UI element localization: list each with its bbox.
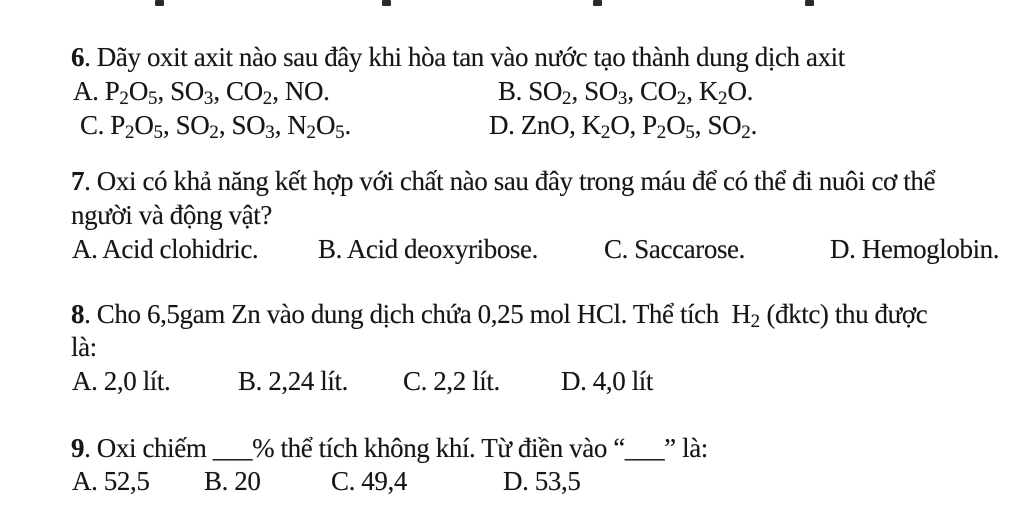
question-7-text xyxy=(71,164,935,198)
question-8-option-d: D. 4,0 lít xyxy=(561,366,654,396)
question-9-option-b: B. 20 xyxy=(204,466,261,496)
question-8-option-a: A. 2,0 lít. xyxy=(72,366,171,396)
cropped-text-artifact xyxy=(805,0,814,6)
question-7-option-b: B. Acid deoxyribose. xyxy=(318,234,538,264)
cropped-text-artifact xyxy=(155,0,164,6)
question-7-option-a: A. Acid clohidric. xyxy=(72,234,259,264)
question-9-option-c: C. 49,4 xyxy=(331,466,407,496)
question-7-stem-line-1: . Oxi có khả năng kết hợp với chất nào sau đây trong máu để có thể đi nuôi cơ thể xyxy=(84,166,936,196)
question-7-number: 7 xyxy=(71,166,85,196)
question-7-text-line-2: người và động vật? xyxy=(71,200,272,230)
question-9-text xyxy=(71,431,708,465)
question-6-option-c: C. $P_2O_5$, $SO_2$, $SO_3$, $N_2O_5$. xyxy=(80,110,351,144)
question-8-text-line-2: là: xyxy=(71,332,97,362)
question-7-option-d: D. Hemoglobin. xyxy=(830,234,1000,264)
question-6-option-a: A. $P_2O_5$, $SO_3$, $CO_2$, NO. xyxy=(73,76,330,110)
question-6-option-b: B. $SO_2$, $SO_3$, $CO_2$, $K_2O$. xyxy=(498,76,753,110)
question-9-stem: . Oxi chiếm ___% thể tích không khí. Từ điền vào “___” là: xyxy=(84,433,708,463)
question-8-option-b: B. 2,24 lít. xyxy=(238,366,348,396)
question-8-number: 8 xyxy=(71,299,85,329)
question-9-number: 9 xyxy=(71,433,85,463)
question-9-option-d: D. 53,5 xyxy=(503,466,581,496)
question-6-text xyxy=(71,40,845,74)
question-7-option-c: C. Saccarose. xyxy=(604,234,745,264)
question-8-text xyxy=(71,297,927,331)
question-6-number: 6 xyxy=(71,42,85,72)
question-6-stem: . Dãy oxit axit nào sau đây khi hòa tan vào nước tạo thành dung dịch axit xyxy=(84,42,845,72)
cropped-text-artifact xyxy=(593,0,602,6)
question-9-option-a: A. 52,5 xyxy=(72,466,150,496)
question-6-option-d: D. ZnO, $K_2O$, $P_2O_5$, $SO_2$. xyxy=(489,110,758,144)
question-8-option-c: C. 2,2 lít. xyxy=(403,366,500,396)
cropped-text-artifact xyxy=(382,0,391,6)
question-8-stem-line-1: . Cho 6,5gam Zn vào dung dịch chứa 0,25 mol HCl. Thể tích $H_2$ (đktc) thu được xyxy=(84,299,928,333)
